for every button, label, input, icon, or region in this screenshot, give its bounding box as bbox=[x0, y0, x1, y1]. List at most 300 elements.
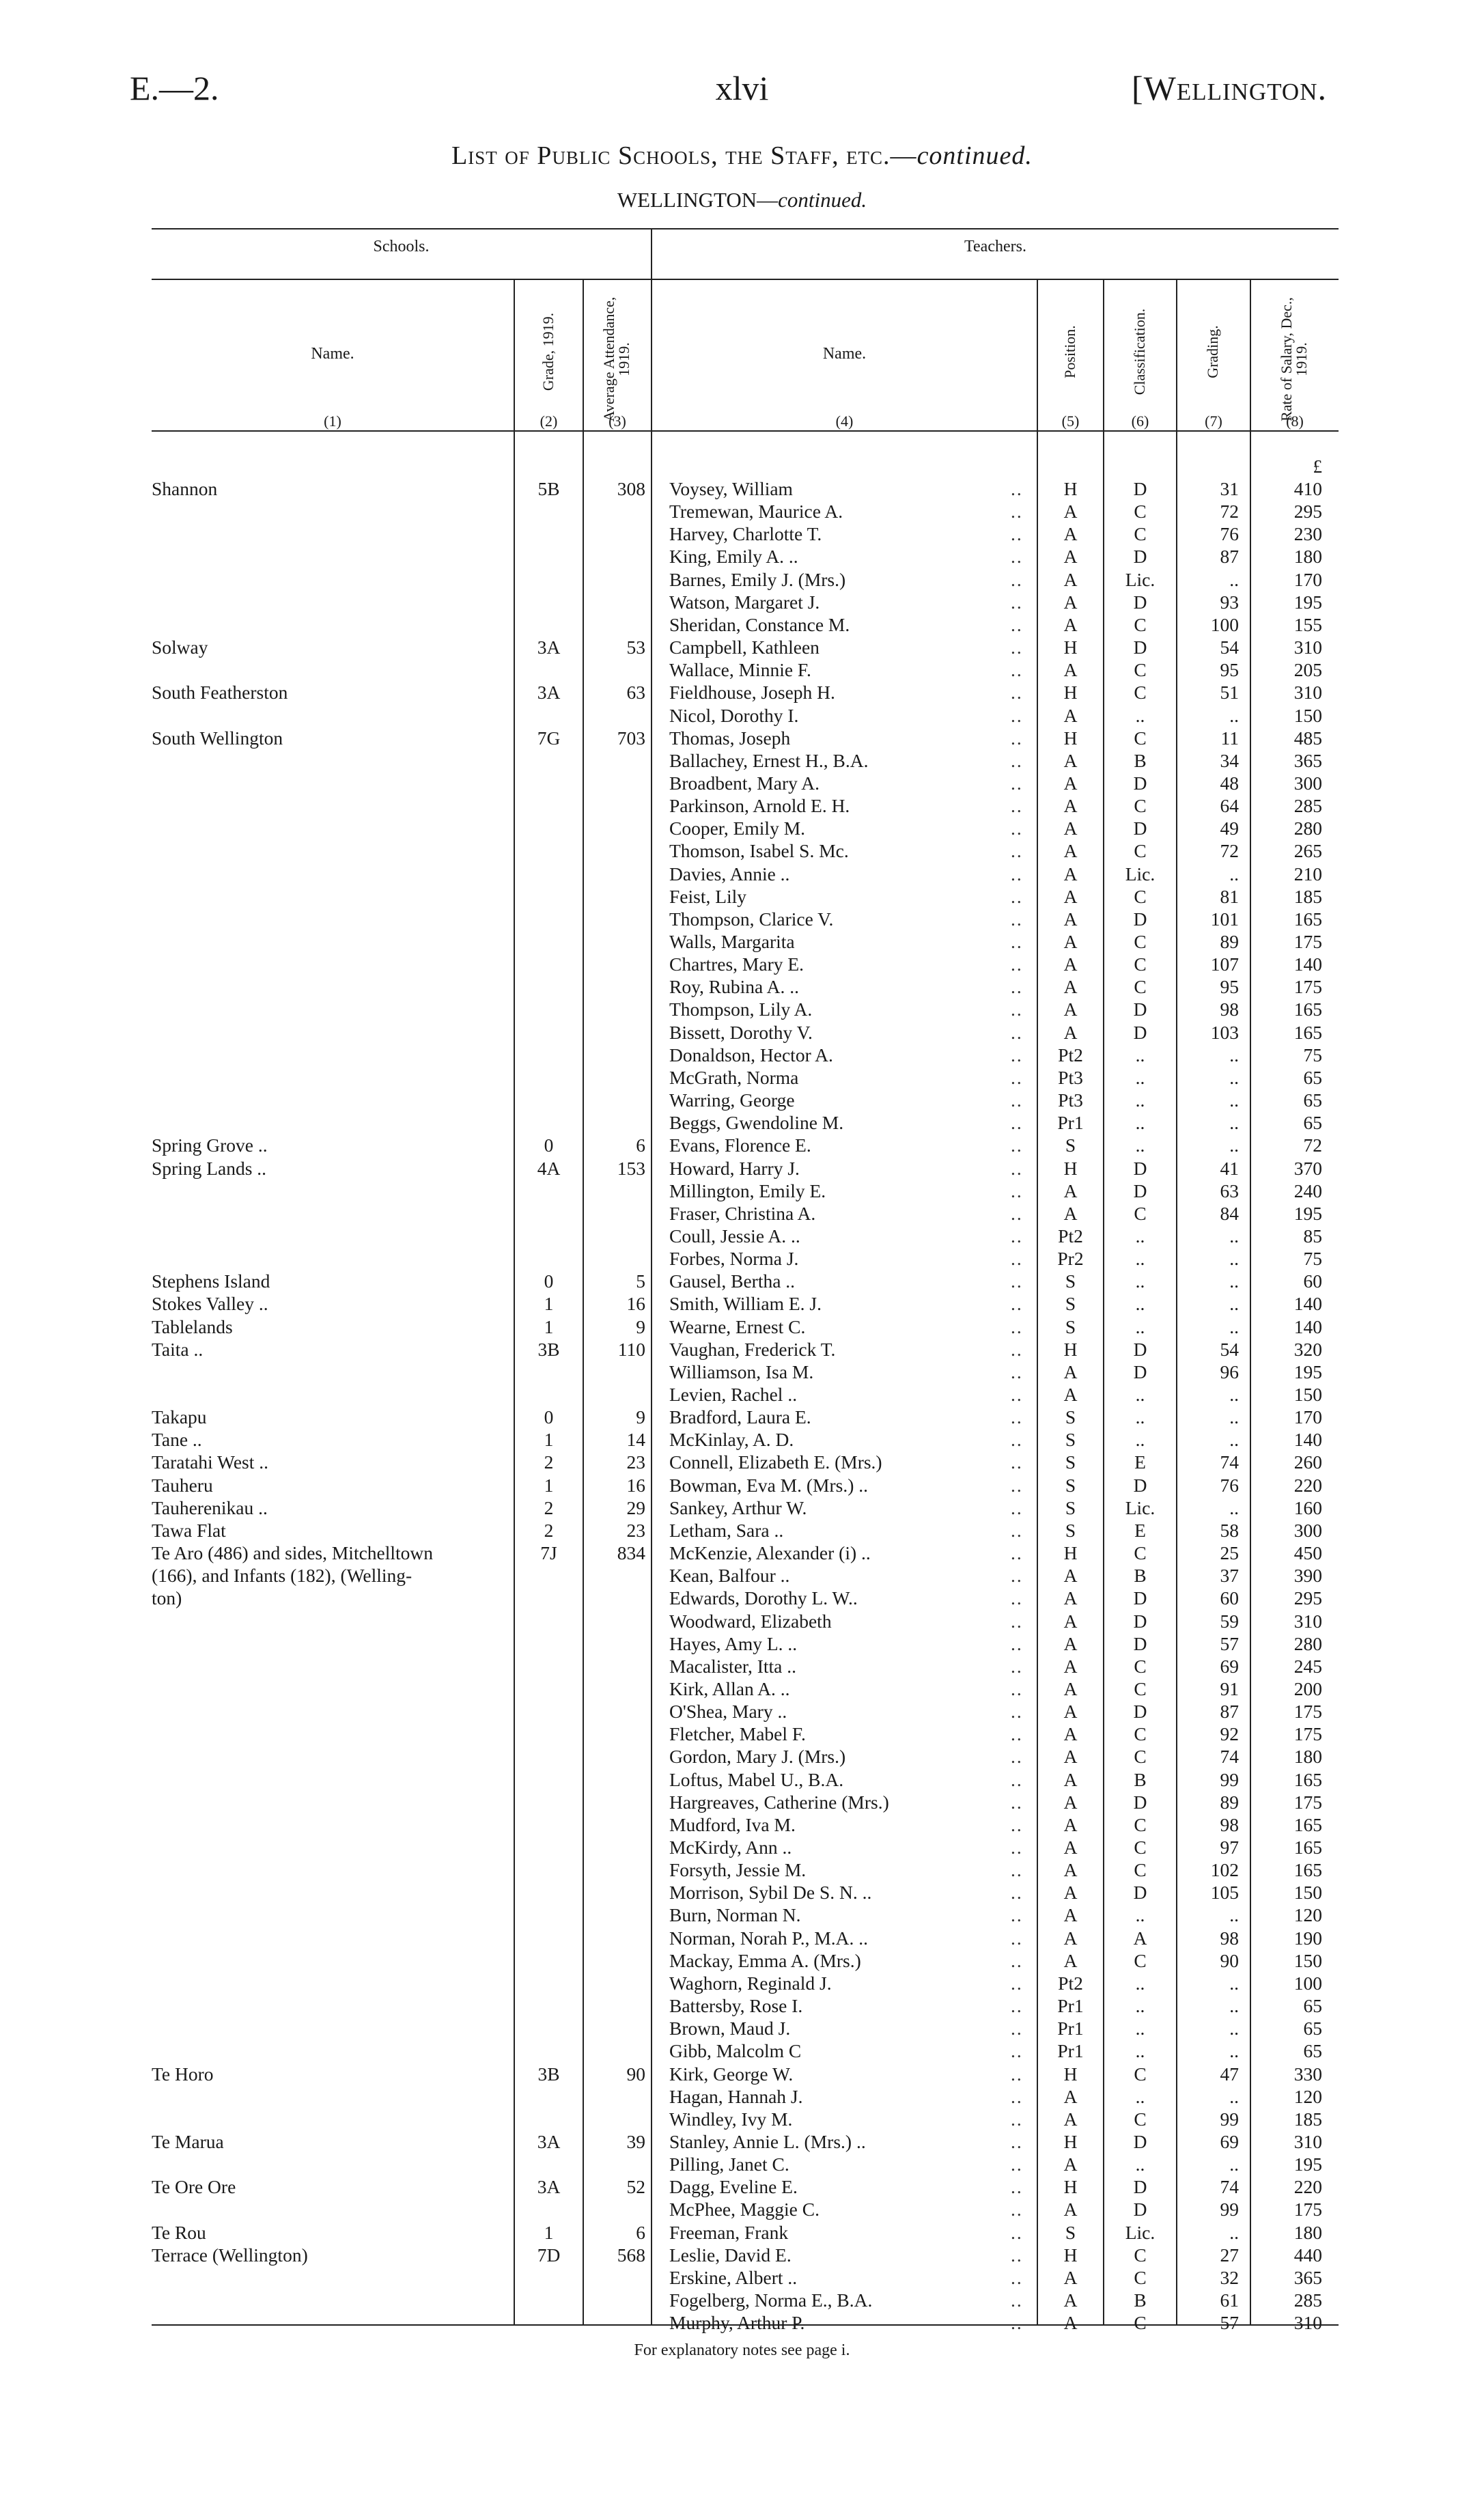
position-cell: A bbox=[1063, 2312, 1078, 2334]
leader-dots: .. bbox=[1011, 1519, 1023, 1541]
position-cell: A bbox=[1063, 1384, 1078, 1405]
classification-cell: D bbox=[1133, 2130, 1147, 2152]
classification-cell: D bbox=[1133, 1180, 1147, 1201]
col-number-2: (2) bbox=[540, 413, 558, 430]
attendance-cell: 63 bbox=[626, 682, 645, 704]
salary-cell: 450 bbox=[1293, 1542, 1322, 1564]
classification-cell: .. bbox=[1135, 1904, 1145, 1926]
classification-cell: D bbox=[1133, 1157, 1147, 1179]
grading-cell: 92 bbox=[1220, 1723, 1239, 1745]
salary-cell: 220 bbox=[1293, 1474, 1322, 1496]
classification-cell: D bbox=[1133, 1701, 1147, 1723]
teacher-name-cell: Coull, Jessie A. .. bbox=[669, 1225, 800, 1246]
teacher-name-cell: Forsyth, Jessie M. bbox=[669, 1859, 807, 1881]
grade-cell: 2 bbox=[544, 1519, 554, 1541]
classification-cell: D bbox=[1133, 1587, 1147, 1609]
teacher-name-cell: Forbes, Norma J. bbox=[669, 1248, 799, 1270]
classification-cell: .. bbox=[1135, 1134, 1145, 1156]
leader-dots: .. bbox=[1011, 1746, 1023, 1768]
teacher-name-cell: King, Emily A. .. bbox=[669, 546, 798, 568]
position-cell: Pt3 bbox=[1058, 1089, 1083, 1111]
grade-cell: 1 bbox=[544, 2221, 554, 2243]
grading-cell: .. bbox=[1229, 704, 1239, 726]
teacher-name-cell: Macalister, Itta .. bbox=[669, 1655, 796, 1677]
col-number-8: (8) bbox=[1286, 413, 1304, 430]
salary-cell: 65 bbox=[1303, 1066, 1322, 1088]
grade-cell: 7J bbox=[540, 1542, 557, 1564]
salary-cell: 150 bbox=[1293, 1882, 1322, 1904]
position-cell: A bbox=[1063, 1655, 1078, 1677]
grading-cell: 98 bbox=[1220, 999, 1239, 1020]
position-cell: A bbox=[1063, 1180, 1078, 1201]
leader-dots: .. bbox=[1011, 2108, 1023, 2130]
classification-cell: Lic. bbox=[1125, 863, 1156, 885]
grading-cell: 48 bbox=[1220, 772, 1239, 794]
classification-cell: C bbox=[1134, 2266, 1147, 2288]
salary-cell: 295 bbox=[1293, 1587, 1322, 1609]
grading-cell: 99 bbox=[1220, 2108, 1239, 2130]
position-cell: A bbox=[1063, 976, 1078, 998]
position-cell: S bbox=[1065, 1134, 1076, 1156]
salary-cell: 65 bbox=[1303, 1995, 1322, 2017]
classification-cell: .. bbox=[1135, 1044, 1145, 1066]
salary-cell: 240 bbox=[1293, 1180, 1322, 1201]
grading-cell: 89 bbox=[1220, 1791, 1239, 1813]
teacher-name-cell: McKenzie, Alexander (i) .. bbox=[669, 1542, 871, 1564]
teacher-name-cell: Burn, Norman N. bbox=[669, 1904, 801, 1926]
teacher-name-cell: McKinlay, A. D. bbox=[669, 1429, 794, 1451]
grading-cell: 72 bbox=[1220, 840, 1239, 862]
teacher-name-cell: Brown, Maud J. bbox=[669, 2018, 791, 2039]
salary-cell: 310 bbox=[1293, 2312, 1322, 2334]
grading-cell: .. bbox=[1229, 2018, 1239, 2039]
classification-cell: C bbox=[1134, 953, 1147, 975]
teacher-name-cell: Wallace, Minnie F. bbox=[669, 659, 811, 681]
salary-cell: 220 bbox=[1293, 2176, 1322, 2198]
leader-dots: .. bbox=[1011, 1677, 1023, 1699]
salary-cell: 75 bbox=[1303, 1044, 1322, 1066]
grading-cell: 98 bbox=[1220, 1813, 1239, 1835]
grade-cell: 2 bbox=[544, 1451, 554, 1473]
position-cell: S bbox=[1065, 1474, 1076, 1496]
salary-cell: 72 bbox=[1303, 1134, 1322, 1156]
position-cell: A bbox=[1063, 1361, 1078, 1382]
teacher-name-cell: Mudford, Iva M. bbox=[669, 1813, 796, 1835]
position-cell: A bbox=[1063, 1677, 1078, 1699]
position-cell: Pt2 bbox=[1058, 1225, 1083, 1246]
grading-cell: 32 bbox=[1220, 2266, 1239, 2288]
salary-cell: 175 bbox=[1293, 931, 1322, 952]
leader-dots: .. bbox=[1011, 682, 1023, 704]
grading-cell: .. bbox=[1229, 1972, 1239, 1994]
school-name-cell: Stokes Valley .. bbox=[152, 1293, 268, 1315]
leader-dots: .. bbox=[1011, 1949, 1023, 1971]
grading-cell: .. bbox=[1229, 2085, 1239, 2107]
attendance-cell: 39 bbox=[626, 2130, 645, 2152]
col-position: Position. bbox=[1061, 325, 1078, 378]
salary-cell: 120 bbox=[1293, 2085, 1322, 2107]
salary-cell: 195 bbox=[1293, 1361, 1322, 1382]
salary-cell: 365 bbox=[1293, 749, 1322, 771]
position-cell: A bbox=[1063, 1768, 1078, 1790]
teacher-name-cell: Loftus, Mabel U., B.A. bbox=[669, 1768, 844, 1790]
teacher-name-cell: Gausel, Bertha .. bbox=[669, 1270, 796, 1292]
position-cell: A bbox=[1063, 704, 1078, 726]
position-cell: Pt2 bbox=[1058, 1044, 1083, 1066]
leader-dots: .. bbox=[1011, 478, 1023, 499]
leader-dots: .. bbox=[1011, 1066, 1023, 1088]
col-school-name: Name. bbox=[311, 345, 354, 363]
leader-dots: .. bbox=[1011, 1157, 1023, 1179]
school-name-cell: Takapu bbox=[152, 1406, 207, 1428]
salary-cell: 295 bbox=[1293, 501, 1322, 523]
grading-cell: 63 bbox=[1220, 1180, 1239, 1201]
leader-dots: .. bbox=[1011, 1972, 1023, 1994]
school-name-cell: Tawa Flat bbox=[152, 1519, 226, 1541]
grade-cell: 3A bbox=[537, 637, 561, 658]
grading-cell: 74 bbox=[1220, 2176, 1239, 2198]
position-cell: S bbox=[1065, 1429, 1076, 1451]
grading-cell: 89 bbox=[1220, 931, 1239, 952]
leader-dots: .. bbox=[1011, 1089, 1023, 1111]
salary-cell: 100 bbox=[1293, 1972, 1322, 1994]
leader-dots: .. bbox=[1011, 931, 1023, 952]
position-cell: H bbox=[1063, 478, 1078, 499]
col-grade: Grade, 1919. bbox=[540, 312, 557, 391]
classification-cell: D bbox=[1133, 772, 1147, 794]
position-cell: A bbox=[1063, 772, 1078, 794]
position-cell: A bbox=[1063, 523, 1078, 545]
classification-cell: C bbox=[1134, 727, 1147, 749]
school-name-cell: Terrace (Wellington) bbox=[152, 2244, 308, 2266]
classification-cell: D bbox=[1133, 1632, 1147, 1654]
salary-cell: 170 bbox=[1293, 568, 1322, 590]
classification-cell: C bbox=[1134, 1677, 1147, 1699]
teacher-name-cell: Voysey, William bbox=[669, 478, 793, 499]
grading-cell: .. bbox=[1229, 1496, 1239, 1518]
grading-cell: .. bbox=[1229, 1904, 1239, 1926]
leader-dots: .. bbox=[1011, 2130, 1023, 2152]
position-cell: A bbox=[1063, 2266, 1078, 2288]
position-cell: S bbox=[1065, 2221, 1076, 2243]
salary-cell: 165 bbox=[1293, 1768, 1322, 1790]
leader-dots: .. bbox=[1011, 1112, 1023, 1134]
teacher-name-cell: Erskine, Albert .. bbox=[669, 2266, 798, 2288]
grading-cell: 102 bbox=[1210, 1859, 1239, 1881]
leader-dots: .. bbox=[1011, 568, 1023, 590]
position-cell: A bbox=[1063, 591, 1078, 613]
teacher-name-cell: Parkinson, Arnold E. H. bbox=[669, 795, 850, 817]
teacher-name-cell: Bradford, Laura E. bbox=[669, 1406, 811, 1428]
position-cell: H bbox=[1063, 1338, 1078, 1360]
salary-cell: 60 bbox=[1303, 1270, 1322, 1292]
salary-cell: 170 bbox=[1293, 1406, 1322, 1428]
salary-cell: 330 bbox=[1293, 2063, 1322, 2085]
salary-cell: 320 bbox=[1293, 1338, 1322, 1360]
classification-cell: C bbox=[1134, 1746, 1147, 1768]
attendance-cell: 568 bbox=[617, 2244, 645, 2266]
teacher-name-cell: Norman, Norah P., M.A. .. bbox=[669, 1927, 869, 1949]
salary-cell: 180 bbox=[1293, 2221, 1322, 2243]
grading-cell: 84 bbox=[1220, 1202, 1239, 1224]
position-cell: Pt2 bbox=[1058, 1972, 1083, 1994]
grading-cell: 11 bbox=[1220, 727, 1239, 749]
teacher-name-cell: Smith, William E. J. bbox=[669, 1293, 822, 1315]
classification-cell: .. bbox=[1135, 704, 1145, 726]
school-name-cell: Te Ore Ore bbox=[152, 2176, 236, 2198]
leader-dots: .. bbox=[1011, 659, 1023, 681]
grading-cell: .. bbox=[1229, 2040, 1239, 2062]
salary-cell: 200 bbox=[1293, 1677, 1322, 1699]
classification-cell: D bbox=[1133, 1882, 1147, 1904]
leader-dots: .. bbox=[1011, 1180, 1023, 1201]
grading-cell: .. bbox=[1229, 1112, 1239, 1134]
classification-cell: D bbox=[1133, 478, 1147, 499]
grading-cell: 27 bbox=[1220, 2244, 1239, 2266]
teacher-name-cell: Hagan, Hannah J. bbox=[669, 2085, 803, 2107]
salary-cell: 165 bbox=[1293, 1859, 1322, 1881]
position-cell: A bbox=[1063, 2289, 1078, 2311]
grading-cell: 90 bbox=[1220, 1949, 1239, 1971]
attendance-cell: 110 bbox=[617, 1338, 645, 1360]
leader-dots: .. bbox=[1011, 2312, 1023, 2334]
leader-dots: .. bbox=[1011, 704, 1023, 726]
school-name-cell: Te Marua bbox=[152, 2130, 224, 2152]
grading-cell: 31 bbox=[1220, 478, 1239, 499]
salary-cell: 245 bbox=[1293, 1655, 1322, 1677]
position-cell: A bbox=[1063, 840, 1078, 862]
salary-cell: 120 bbox=[1293, 1904, 1322, 1926]
classification-cell: .. bbox=[1135, 1315, 1145, 1337]
classification-cell: .. bbox=[1135, 2085, 1145, 2107]
salary-cell: 195 bbox=[1293, 591, 1322, 613]
leader-dots: .. bbox=[1011, 1927, 1023, 1949]
leader-dots: .. bbox=[1011, 1429, 1023, 1451]
leader-dots: .. bbox=[1011, 885, 1023, 907]
salary-cell: 175 bbox=[1293, 2199, 1322, 2220]
leader-dots: .. bbox=[1011, 976, 1023, 998]
grading-cell: .. bbox=[1229, 863, 1239, 885]
leader-dots: .. bbox=[1011, 1995, 1023, 2017]
page-number: xlvi bbox=[715, 69, 769, 107]
grading-cell: .. bbox=[1229, 1248, 1239, 1270]
salary-cell: 175 bbox=[1293, 1723, 1322, 1745]
teacher-name-cell: Kirk, Allan A. .. bbox=[669, 1677, 790, 1699]
grade-cell: 3B bbox=[537, 2063, 560, 2085]
leader-dots: .. bbox=[1011, 2289, 1023, 2311]
leader-dots: .. bbox=[1011, 1248, 1023, 1270]
teacher-name-cell: Thompson, Lily A. bbox=[669, 999, 813, 1020]
leader-dots: .. bbox=[1011, 2085, 1023, 2107]
grading-cell: 105 bbox=[1210, 1882, 1239, 1904]
leader-dots: .. bbox=[1011, 2063, 1023, 2085]
classification-cell: D bbox=[1133, 591, 1147, 613]
salary-cell: 280 bbox=[1293, 818, 1322, 839]
attendance-cell: 52 bbox=[626, 2176, 645, 2198]
salary-cell: 150 bbox=[1293, 1384, 1322, 1405]
grade-cell: 3A bbox=[537, 682, 561, 704]
header-left: E.—2. bbox=[130, 69, 219, 107]
school-name-cell: South Featherston bbox=[152, 682, 288, 704]
grading-cell: .. bbox=[1229, 1429, 1239, 1451]
classification-cell: A bbox=[1133, 1927, 1147, 1949]
classification-cell: .. bbox=[1135, 2154, 1145, 2175]
position-cell: S bbox=[1065, 1406, 1076, 1428]
grading-cell: .. bbox=[1229, 1044, 1239, 1066]
position-cell: Pr2 bbox=[1057, 1248, 1084, 1270]
school-name-cell: Taratahi West .. bbox=[152, 1451, 268, 1473]
salary-cell: 210 bbox=[1293, 863, 1322, 885]
grading-cell: .. bbox=[1229, 1270, 1239, 1292]
leader-dots: .. bbox=[1011, 1021, 1023, 1043]
leader-dots: .. bbox=[1011, 1632, 1023, 1654]
leader-dots: .. bbox=[1011, 2244, 1023, 2266]
classification-cell: D bbox=[1133, 908, 1147, 930]
salary-cell: 155 bbox=[1293, 613, 1322, 635]
teacher-name-cell: McGrath, Norma bbox=[669, 1066, 799, 1088]
leader-dots: .. bbox=[1011, 1882, 1023, 1904]
col-number-3: (3) bbox=[608, 413, 626, 430]
grading-cell: 91 bbox=[1220, 1677, 1239, 1699]
grading-cell: 57 bbox=[1220, 1632, 1239, 1654]
teacher-name-cell: Waghorn, Reginald J. bbox=[669, 1972, 832, 1994]
classification-cell: D bbox=[1133, 999, 1147, 1020]
classification-cell: Lic. bbox=[1125, 2221, 1156, 2243]
leader-dots: .. bbox=[1011, 1270, 1023, 1292]
teacher-name-cell: Battersby, Rose I. bbox=[669, 1995, 803, 2017]
attendance-cell: 834 bbox=[617, 1542, 645, 1564]
position-cell: Pr1 bbox=[1057, 2018, 1084, 2039]
attendance-cell: 9 bbox=[636, 1406, 645, 1428]
grading-cell: 87 bbox=[1220, 546, 1239, 568]
position-cell: A bbox=[1063, 2154, 1078, 2175]
grading-cell: 95 bbox=[1220, 659, 1239, 681]
classification-cell: E bbox=[1134, 1519, 1146, 1541]
teacher-name-cell: Vaughan, Frederick T. bbox=[669, 1338, 836, 1360]
teacher-name-cell: Fogelberg, Norma E., B.A. bbox=[669, 2289, 873, 2311]
classification-cell: .. bbox=[1135, 2040, 1145, 2062]
grading-cell: 81 bbox=[1220, 885, 1239, 907]
grading-cell: .. bbox=[1229, 1089, 1239, 1111]
grade-cell: 0 bbox=[544, 1406, 554, 1428]
classification-cell: .. bbox=[1135, 1429, 1145, 1451]
leader-dots: .. bbox=[1011, 2199, 1023, 2220]
leader-dots: .. bbox=[1011, 2176, 1023, 2198]
teacher-name-cell: McPhee, Maggie C. bbox=[669, 2199, 820, 2220]
classification-cell: E bbox=[1134, 1451, 1146, 1473]
position-cell: S bbox=[1065, 1270, 1076, 1292]
leader-dots: .. bbox=[1011, 1859, 1023, 1881]
classification-cell: C bbox=[1134, 1813, 1147, 1835]
grading-cell: 97 bbox=[1220, 1837, 1239, 1858]
position-cell: A bbox=[1063, 1610, 1078, 1632]
position-cell: A bbox=[1063, 1837, 1078, 1858]
footer-note: For explanatory notes see page i. bbox=[634, 2341, 850, 2359]
position-cell: H bbox=[1063, 2130, 1078, 2152]
classification-cell: C bbox=[1134, 1655, 1147, 1677]
grading-cell: 76 bbox=[1220, 1474, 1239, 1496]
grading-cell: 99 bbox=[1220, 1768, 1239, 1790]
teacher-name-cell: Sankey, Arthur W. bbox=[669, 1496, 807, 1518]
grading-cell: 34 bbox=[1220, 749, 1239, 771]
grade-cell: 3B bbox=[537, 1338, 560, 1360]
salary-cell: 185 bbox=[1293, 2108, 1322, 2130]
classification-cell: C bbox=[1134, 840, 1147, 862]
grading-cell: 49 bbox=[1220, 818, 1239, 839]
leader-dots: .. bbox=[1011, 1451, 1023, 1473]
grade-cell: 3A bbox=[537, 2176, 561, 2198]
salary-cell: 370 bbox=[1293, 1157, 1322, 1179]
teacher-name-cell: Williamson, Isa M. bbox=[669, 1361, 814, 1382]
teacher-name-cell: Thomson, Isabel S. Mc. bbox=[669, 840, 849, 862]
classification-cell: D bbox=[1133, 637, 1147, 658]
col-number-7: (7) bbox=[1205, 413, 1222, 430]
teacher-name-cell: Roy, Rubina A. .. bbox=[669, 976, 799, 998]
classification-cell: .. bbox=[1135, 1293, 1145, 1315]
grading-cell: .. bbox=[1229, 1066, 1239, 1088]
teacher-name-cell: Chartres, Mary E. bbox=[669, 953, 804, 975]
position-cell: A bbox=[1063, 1632, 1078, 1654]
salary-cell: 140 bbox=[1293, 1315, 1322, 1337]
salary-cell: 175 bbox=[1293, 1791, 1322, 1813]
leader-dots: .. bbox=[1011, 501, 1023, 523]
classification-cell: C bbox=[1134, 1837, 1147, 1858]
grading-cell: 54 bbox=[1220, 1338, 1239, 1360]
grade-cell: 0 bbox=[544, 1270, 554, 1292]
grading-cell: .. bbox=[1229, 2154, 1239, 2175]
position-cell: A bbox=[1063, 2199, 1078, 2220]
classification-cell: C bbox=[1134, 931, 1147, 952]
classification-cell: .. bbox=[1135, 1406, 1145, 1428]
grading-cell: 76 bbox=[1220, 523, 1239, 545]
grade-cell: 1 bbox=[544, 1315, 554, 1337]
leader-dots: .. bbox=[1011, 863, 1023, 885]
leader-dots: .. bbox=[1011, 1701, 1023, 1723]
grade-cell: 5B bbox=[537, 478, 560, 499]
teacher-name-cell: Morrison, Sybil De S. N. .. bbox=[669, 1882, 872, 1904]
leader-dots: .. bbox=[1011, 1406, 1023, 1428]
leader-dots: .. bbox=[1011, 772, 1023, 794]
teacher-name-cell: Warring, George bbox=[669, 1089, 795, 1111]
teacher-name-cell: Millington, Emily E. bbox=[669, 1180, 826, 1201]
classification-cell: C bbox=[1134, 523, 1147, 545]
position-cell: A bbox=[1063, 546, 1078, 568]
salary-cell: 230 bbox=[1293, 523, 1322, 545]
classification-cell: C bbox=[1134, 2063, 1147, 2085]
grading-cell: 103 bbox=[1210, 1021, 1239, 1043]
grading-cell: .. bbox=[1229, 1293, 1239, 1315]
classification-cell: C bbox=[1134, 795, 1147, 817]
teacher-name-cell: O'Shea, Mary .. bbox=[669, 1701, 787, 1723]
attendance-cell: 23 bbox=[626, 1519, 645, 1541]
teacher-name-cell: Connell, Elizabeth E. (Mrs.) bbox=[669, 1451, 882, 1473]
classification-cell: .. bbox=[1135, 1066, 1145, 1088]
leader-dots: .. bbox=[1011, 637, 1023, 658]
salary-cell: 65 bbox=[1303, 2040, 1322, 2062]
position-cell: A bbox=[1063, 1791, 1078, 1813]
grading-cell: 51 bbox=[1220, 682, 1239, 704]
classification-cell: .. bbox=[1135, 1995, 1145, 2017]
grading-cell: 37 bbox=[1220, 1565, 1239, 1587]
leader-dots: .. bbox=[1011, 546, 1023, 568]
salary-cell: 260 bbox=[1293, 1451, 1322, 1473]
leader-dots: .. bbox=[1011, 1813, 1023, 1835]
grading-cell: .. bbox=[1229, 1134, 1239, 1156]
attendance-cell: 153 bbox=[617, 1157, 645, 1179]
leader-dots: .. bbox=[1011, 953, 1023, 975]
leader-dots: .. bbox=[1011, 840, 1023, 862]
teacher-name-cell: Hayes, Amy L. .. bbox=[669, 1632, 798, 1654]
